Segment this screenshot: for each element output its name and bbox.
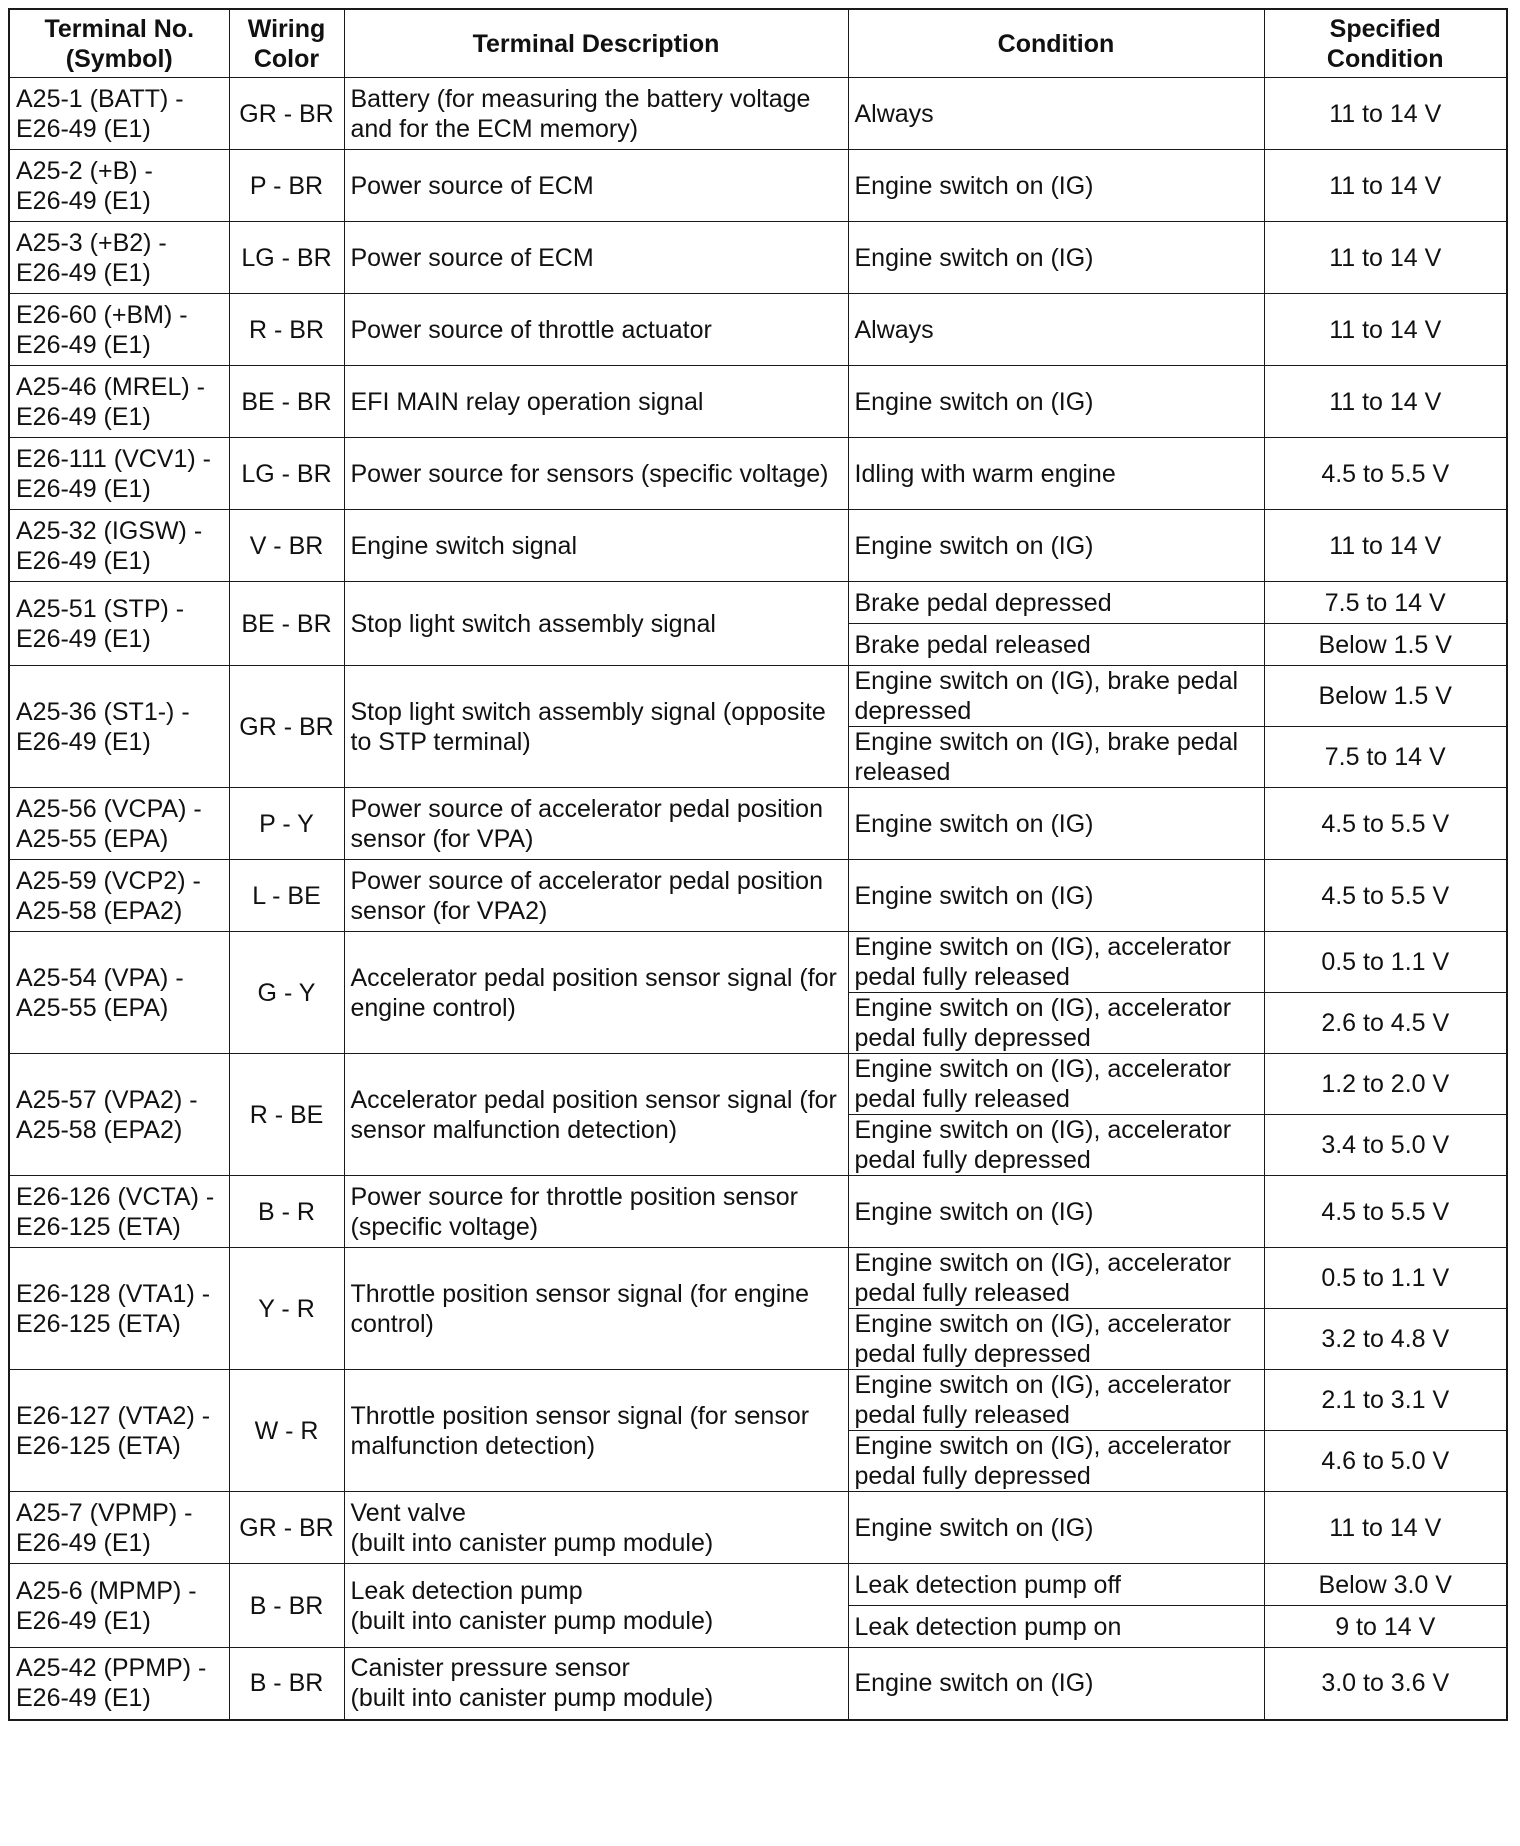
table-row <box>9 1054 1507 1115</box>
terminal-cell: A25-42 (PPMP) - E26-49 (E1) <box>9 1648 229 1720</box>
condition-cell: Leak detection pump off <box>848 1564 1264 1606</box>
condition-cell: Engine switch on (IG) <box>848 510 1264 582</box>
terminal-cell: A25-56 (VCPA) - A25-55 (EPA) <box>9 788 229 860</box>
description-cell: Throttle position sensor signal (for engine control) <box>344 1248 848 1370</box>
wiring-color-cell: LG - BR <box>229 222 344 294</box>
table-row <box>9 666 1507 727</box>
header-terminal-description: Terminal Description <box>344 9 848 78</box>
description-cell: Power source of ECM <box>344 222 848 294</box>
specified-condition-cell: 3.4 to 5.0 V <box>1264 1115 1507 1176</box>
specified-condition-cell: 11 to 14 V <box>1264 1492 1507 1564</box>
specified-condition-cell: 4.5 to 5.5 V <box>1264 788 1507 860</box>
terminal-cell: A25-46 (MREL) - E26-49 (E1) <box>9 366 229 438</box>
specified-condition-cell: 11 to 14 V <box>1264 510 1507 582</box>
terminal-cell: A25-57 (VPA2) - A25-58 (EPA2) <box>9 1054 229 1176</box>
description-cell: Accelerator pedal position sensor signal (for sensor malfunction detection) <box>344 1054 848 1176</box>
specified-condition-cell: 11 to 14 V <box>1264 294 1507 366</box>
condition-cell: Engine switch on (IG), accelerator pedal fully released <box>848 932 1264 993</box>
table-row <box>9 1492 1507 1564</box>
terminal-cell: A25-6 (MPMP) - E26-49 (E1) <box>9 1564 229 1648</box>
terminal-cell: A25-54 (VPA) - A25-55 (EPA) <box>9 932 229 1054</box>
specified-condition-cell: 3.2 to 4.8 V <box>1264 1309 1507 1370</box>
description-cell: EFI MAIN relay operation signal <box>344 366 848 438</box>
description-cell: Power source of accelerator pedal position sensor (for VPA) <box>344 788 848 860</box>
specified-condition-cell: 11 to 14 V <box>1264 78 1507 150</box>
description-cell: Stop light switch assembly signal (opposite to STP terminal) <box>344 666 848 788</box>
specified-condition-cell: 2.6 to 4.5 V <box>1264 993 1507 1054</box>
condition-cell: Engine switch on (IG), accelerator pedal fully released <box>848 1248 1264 1309</box>
header-specified-condition: Specified Condition <box>1264 9 1507 78</box>
terminal-cell: A25-7 (VPMP) - E26-49 (E1) <box>9 1492 229 1564</box>
wiring-color-cell: GR - BR <box>229 666 344 788</box>
specified-condition-cell: 4.5 to 5.5 V <box>1264 860 1507 932</box>
specified-condition-cell: 9 to 14 V <box>1264 1606 1507 1648</box>
specified-condition-cell: 7.5 to 14 V <box>1264 582 1507 624</box>
table-row <box>9 438 1507 510</box>
header-row <box>9 9 1507 78</box>
specified-condition-cell: 0.5 to 1.1 V <box>1264 932 1507 993</box>
table-row <box>9 1248 1507 1309</box>
terminal-cell: E26-60 (+BM) - E26-49 (E1) <box>9 294 229 366</box>
table-body <box>9 78 1507 1720</box>
condition-cell: Engine switch on (IG), accelerator pedal fully depressed <box>848 993 1264 1054</box>
wiring-color-cell: GR - BR <box>229 1492 344 1564</box>
terminal-cell: E26-126 (VCTA) - E26-125 (ETA) <box>9 1176 229 1248</box>
wiring-color-cell: GR - BR <box>229 78 344 150</box>
table-row <box>9 932 1507 993</box>
description-cell: Engine switch signal <box>344 510 848 582</box>
table-row <box>9 582 1507 624</box>
table-row <box>9 78 1507 150</box>
terminal-cell: A25-51 (STP) - E26-49 (E1) <box>9 582 229 666</box>
specified-condition-cell: 4.5 to 5.5 V <box>1264 1176 1507 1248</box>
table-row <box>9 222 1507 294</box>
description-cell: Throttle position sensor signal (for sensor malfunction detection) <box>344 1370 848 1492</box>
table-row <box>9 510 1507 582</box>
specified-condition-cell: 0.5 to 1.1 V <box>1264 1248 1507 1309</box>
table-row <box>9 1176 1507 1248</box>
header-wiring-color: Wiring Color <box>229 9 344 78</box>
condition-cell: Engine switch on (IG) <box>848 1492 1264 1564</box>
specified-condition-cell: 11 to 14 V <box>1264 222 1507 294</box>
wiring-color-cell: V - BR <box>229 510 344 582</box>
condition-cell: Engine switch on (IG), accelerator pedal fully depressed <box>848 1309 1264 1370</box>
wiring-color-cell: Y - R <box>229 1248 344 1370</box>
description-cell: Stop light switch assembly signal <box>344 582 848 666</box>
wiring-color-cell: BE - BR <box>229 366 344 438</box>
terminal-table <box>8 8 1508 1721</box>
wiring-color-cell: P - BR <box>229 150 344 222</box>
condition-cell: Engine switch on (IG) <box>848 788 1264 860</box>
description-cell: Leak detection pump (built into canister pump module) <box>344 1564 848 1648</box>
specified-condition-cell: 2.1 to 3.1 V <box>1264 1370 1507 1431</box>
wiring-color-cell: R - BE <box>229 1054 344 1176</box>
condition-cell: Engine switch on (IG), brake pedal released <box>848 727 1264 788</box>
terminal-cell: E26-111 (VCV1) - E26-49 (E1) <box>9 438 229 510</box>
condition-cell: Idling with warm engine <box>848 438 1264 510</box>
terminal-cell: A25-2 (+B) - E26-49 (E1) <box>9 150 229 222</box>
condition-cell: Engine switch on (IG) <box>848 150 1264 222</box>
wiring-color-cell: LG - BR <box>229 438 344 510</box>
wiring-color-cell: B - R <box>229 1176 344 1248</box>
table-row <box>9 150 1507 222</box>
description-cell: Power source of throttle actuator <box>344 294 848 366</box>
header-condition: Condition <box>848 9 1264 78</box>
table-row <box>9 1648 1507 1720</box>
table-row <box>9 294 1507 366</box>
wiring-color-cell: B - BR <box>229 1648 344 1720</box>
condition-cell: Always <box>848 294 1264 366</box>
terminal-cell: A25-3 (+B2) - E26-49 (E1) <box>9 222 229 294</box>
table-row <box>9 788 1507 860</box>
description-cell: Power source for throttle position sensor (specific voltage) <box>344 1176 848 1248</box>
terminal-cell: A25-36 (ST1-) - E26-49 (E1) <box>9 666 229 788</box>
description-cell: Power source of accelerator pedal position sensor (for VPA2) <box>344 860 848 932</box>
wiring-color-cell: BE - BR <box>229 582 344 666</box>
condition-cell: Always <box>848 78 1264 150</box>
table-row <box>9 1370 1507 1431</box>
specified-condition-cell: 4.5 to 5.5 V <box>1264 438 1507 510</box>
description-cell: Accelerator pedal position sensor signal (for engine control) <box>344 932 848 1054</box>
wiring-color-cell: P - Y <box>229 788 344 860</box>
terminal-cell: A25-59 (VCP2) - A25-58 (EPA2) <box>9 860 229 932</box>
condition-cell: Engine switch on (IG), accelerator pedal fully released <box>848 1054 1264 1115</box>
condition-cell: Engine switch on (IG) <box>848 1176 1264 1248</box>
wiring-color-cell: B - BR <box>229 1564 344 1648</box>
table-row <box>9 1564 1507 1606</box>
terminal-cell: A25-32 (IGSW) - E26-49 (E1) <box>9 510 229 582</box>
description-cell: Power source for sensors (specific voltage) <box>344 438 848 510</box>
condition-cell: Engine switch on (IG) <box>848 860 1264 932</box>
wiring-color-cell: L - BE <box>229 860 344 932</box>
condition-cell: Engine switch on (IG), brake pedal depressed <box>848 666 1264 727</box>
condition-cell: Engine switch on (IG) <box>848 366 1264 438</box>
specified-condition-cell: 7.5 to 14 V <box>1264 727 1507 788</box>
table-row <box>9 860 1507 932</box>
description-cell: Canister pressure sensor (built into canister pump module) <box>344 1648 848 1720</box>
table-row <box>9 366 1507 438</box>
specified-condition-cell: 11 to 14 V <box>1264 366 1507 438</box>
specified-condition-cell: Below 1.5 V <box>1264 666 1507 727</box>
condition-cell: Engine switch on (IG), accelerator pedal fully depressed <box>848 1431 1264 1492</box>
specified-condition-cell: Below 3.0 V <box>1264 1564 1507 1606</box>
condition-cell: Engine switch on (IG), accelerator pedal fully depressed <box>848 1115 1264 1176</box>
condition-cell: Leak detection pump on <box>848 1606 1264 1648</box>
condition-cell: Engine switch on (IG) <box>848 222 1264 294</box>
terminal-cell: E26-127 (VTA2) - E26-125 (ETA) <box>9 1370 229 1492</box>
condition-cell: Engine switch on (IG) <box>848 1648 1264 1720</box>
description-cell: Battery (for measuring the battery voltage and for the ECM memory) <box>344 78 848 150</box>
terminal-cell: A25-1 (BATT) - E26-49 (E1) <box>9 78 229 150</box>
specified-condition-cell: 4.6 to 5.0 V <box>1264 1431 1507 1492</box>
header-terminal: Terminal No. (Symbol) <box>9 9 229 78</box>
wiring-color-cell: W - R <box>229 1370 344 1492</box>
wiring-color-cell: G - Y <box>229 932 344 1054</box>
condition-cell: Brake pedal released <box>848 624 1264 666</box>
specified-condition-cell: 11 to 14 V <box>1264 150 1507 222</box>
specified-condition-cell: 1.2 to 2.0 V <box>1264 1054 1507 1115</box>
wiring-color-cell: R - BR <box>229 294 344 366</box>
condition-cell: Engine switch on (IG), accelerator pedal fully released <box>848 1370 1264 1431</box>
description-cell: Power source of ECM <box>344 150 848 222</box>
specified-condition-cell: 3.0 to 3.6 V <box>1264 1648 1507 1720</box>
specified-condition-cell: Below 1.5 V <box>1264 624 1507 666</box>
condition-cell: Brake pedal depressed <box>848 582 1264 624</box>
terminal-cell: E26-128 (VTA1) - E26-125 (ETA) <box>9 1248 229 1370</box>
description-cell: Vent valve (built into canister pump module) <box>344 1492 848 1564</box>
